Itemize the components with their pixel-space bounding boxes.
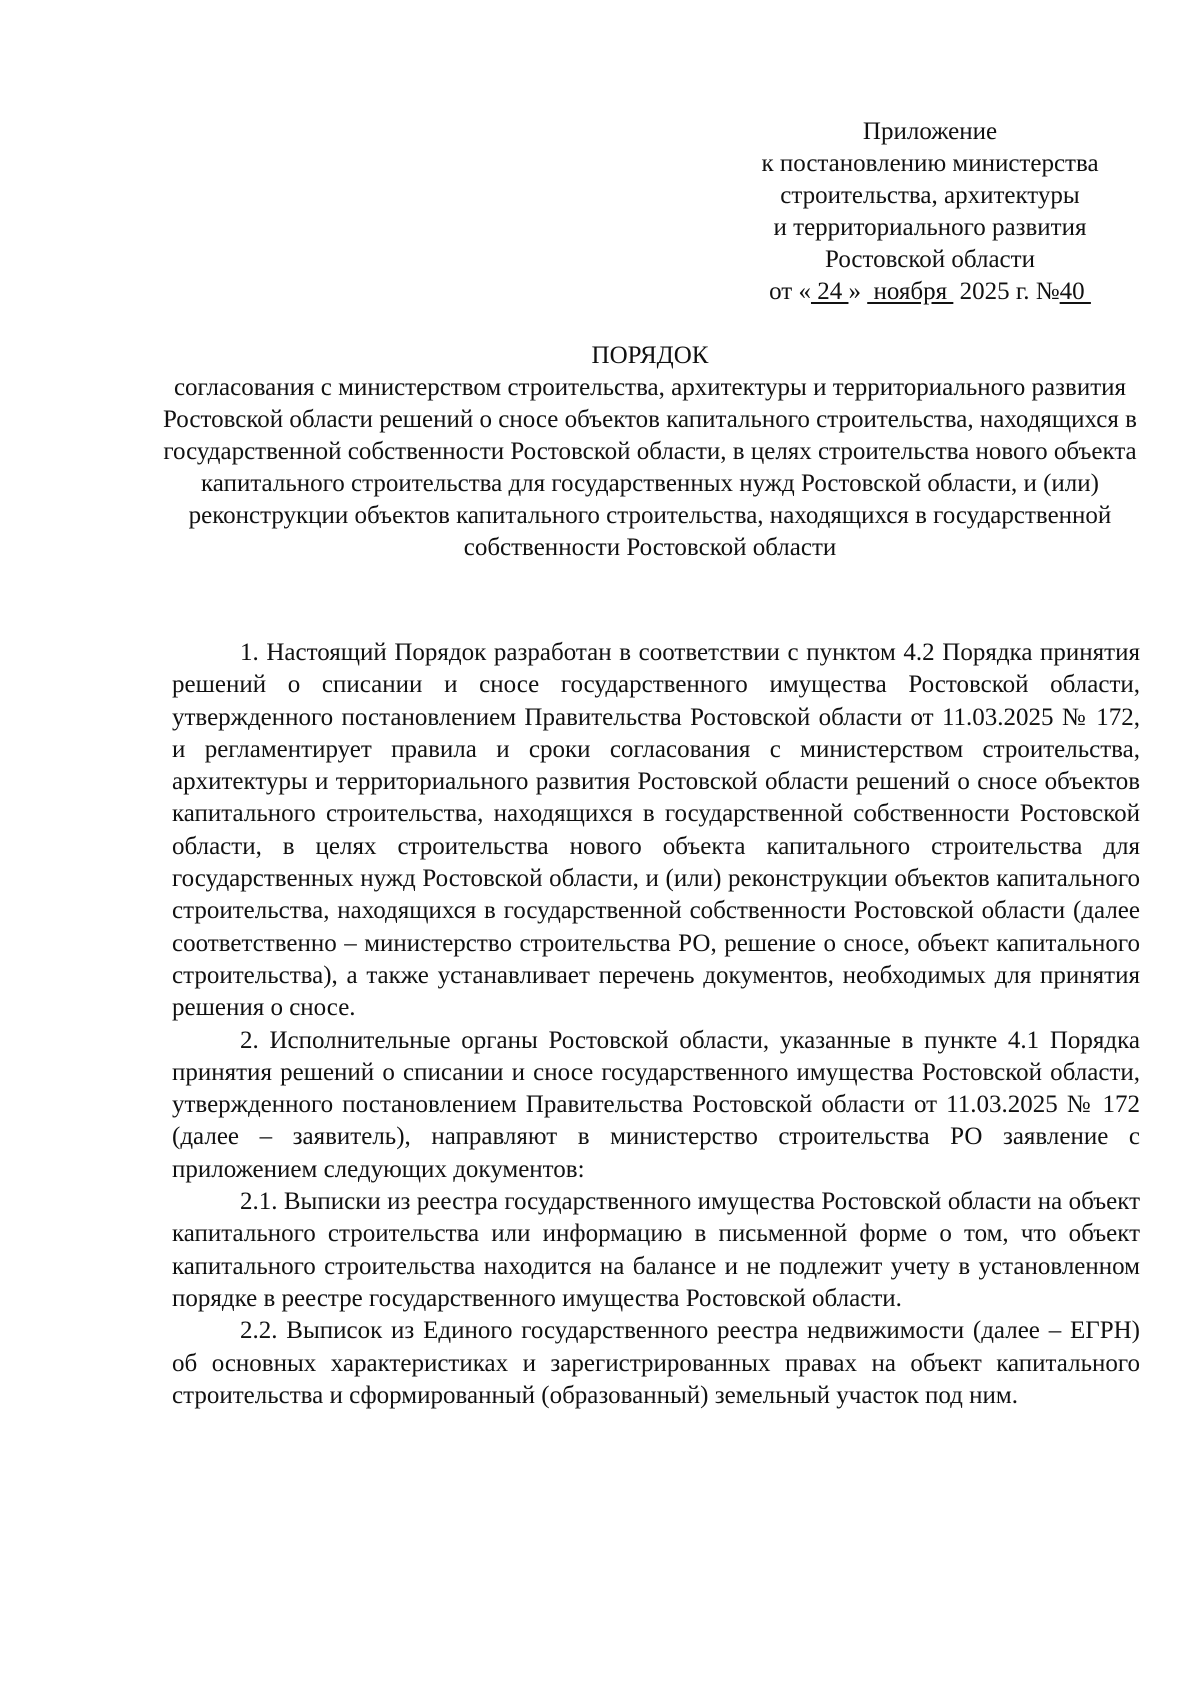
appendix-title: Приложение: [862, 118, 998, 145]
date-prefix: от «: [769, 278, 811, 305]
appendix-line-4: и территориального развития: [773, 214, 1087, 241]
date-separator: »: [848, 278, 868, 305]
appendix-date-line: [720, 276, 1140, 308]
document-title-block: [160, 340, 1140, 564]
appendix-line-5: Ростовской области: [825, 246, 1035, 273]
document-number: 40: [1059, 278, 1091, 305]
paragraph-1: 1. Настоящий Порядок разработан в соответствии с пунктом 4.2 Порядка принятия решений о списании и сносе государственного имущества Ростовской области, утвержденного постановлением Правительства Ростовской области от 11.03.2025 № 172, и регламентирует правила и сроки согласования с министерством строительства, архитектуры и территориального развития Ростовской области решений о сносе объектов капитального строительства, находящихся в государственной собственности Ростовской области, в целях строительства нового объекта капитального строительства для государственных нужд Ростовской области, и (или) реконструкции объектов капитального строительства, находящихся в государственной собственности Ростовской области (далее соответственно – министерство строительства РО, решение о сносе, объект капитального строительства), а также устанавливает перечень документов, необходимых для принятия решения о сносе.: [172, 639, 1140, 1022]
date-year-number-label: 2025 г. №: [953, 278, 1060, 305]
document-subtitle: согласования с министерством строительства, архитектуры и территориального развития Ростовской области решений о сносе объектов капитального строительства, находящихся в государственной собственности Ростовской области, в целях строительства нового объекта капитального строительства для государственных нужд Ростовской области, и (или) реконструкции объектов капитального строительства, находящихся в государственной собственности Ростовской области: [163, 374, 1137, 561]
appendix-line-3: строительства, архитектуры: [780, 182, 1080, 209]
date-month: ноября: [867, 278, 954, 305]
document-body: [172, 637, 1140, 1412]
date-day: 24: [810, 278, 849, 305]
document-heading: ПОРЯДОК: [591, 342, 709, 369]
appendix-block: [720, 116, 1140, 308]
paragraph-2-1: 2.1. Выписки из реестра государственного имущества Ростовской области на объект капитального строительства или информацию в письменной форме о том, что объект капитального строительства находится на балансе и не подлежит учету в установленном порядке в реестре государственного имущества Ростовской области.: [172, 1188, 1140, 1312]
paragraph-2-2: 2.2. Выписок из Единого государственного реестра недвижимости (далее – ЕГРН) об основных характеристиках и зарегистрированных правах на объект капитального строительства и сформированный (образованный) земельный участок под ним.: [172, 1317, 1140, 1409]
appendix-line-2: к постановлению министерства: [761, 150, 1099, 177]
paragraph-2: 2. Исполнительные органы Ростовской области, указанные в пункте 4.1 Порядка принятия решений о списании и сносе государственного имущества Ростовской области, утвержденного постановлением Правительства Ростовской области от 11.03.2025 № 172 (далее – заявитель), направляют в министерство строительства РО заявление с приложением следующих документов:: [172, 1026, 1140, 1183]
